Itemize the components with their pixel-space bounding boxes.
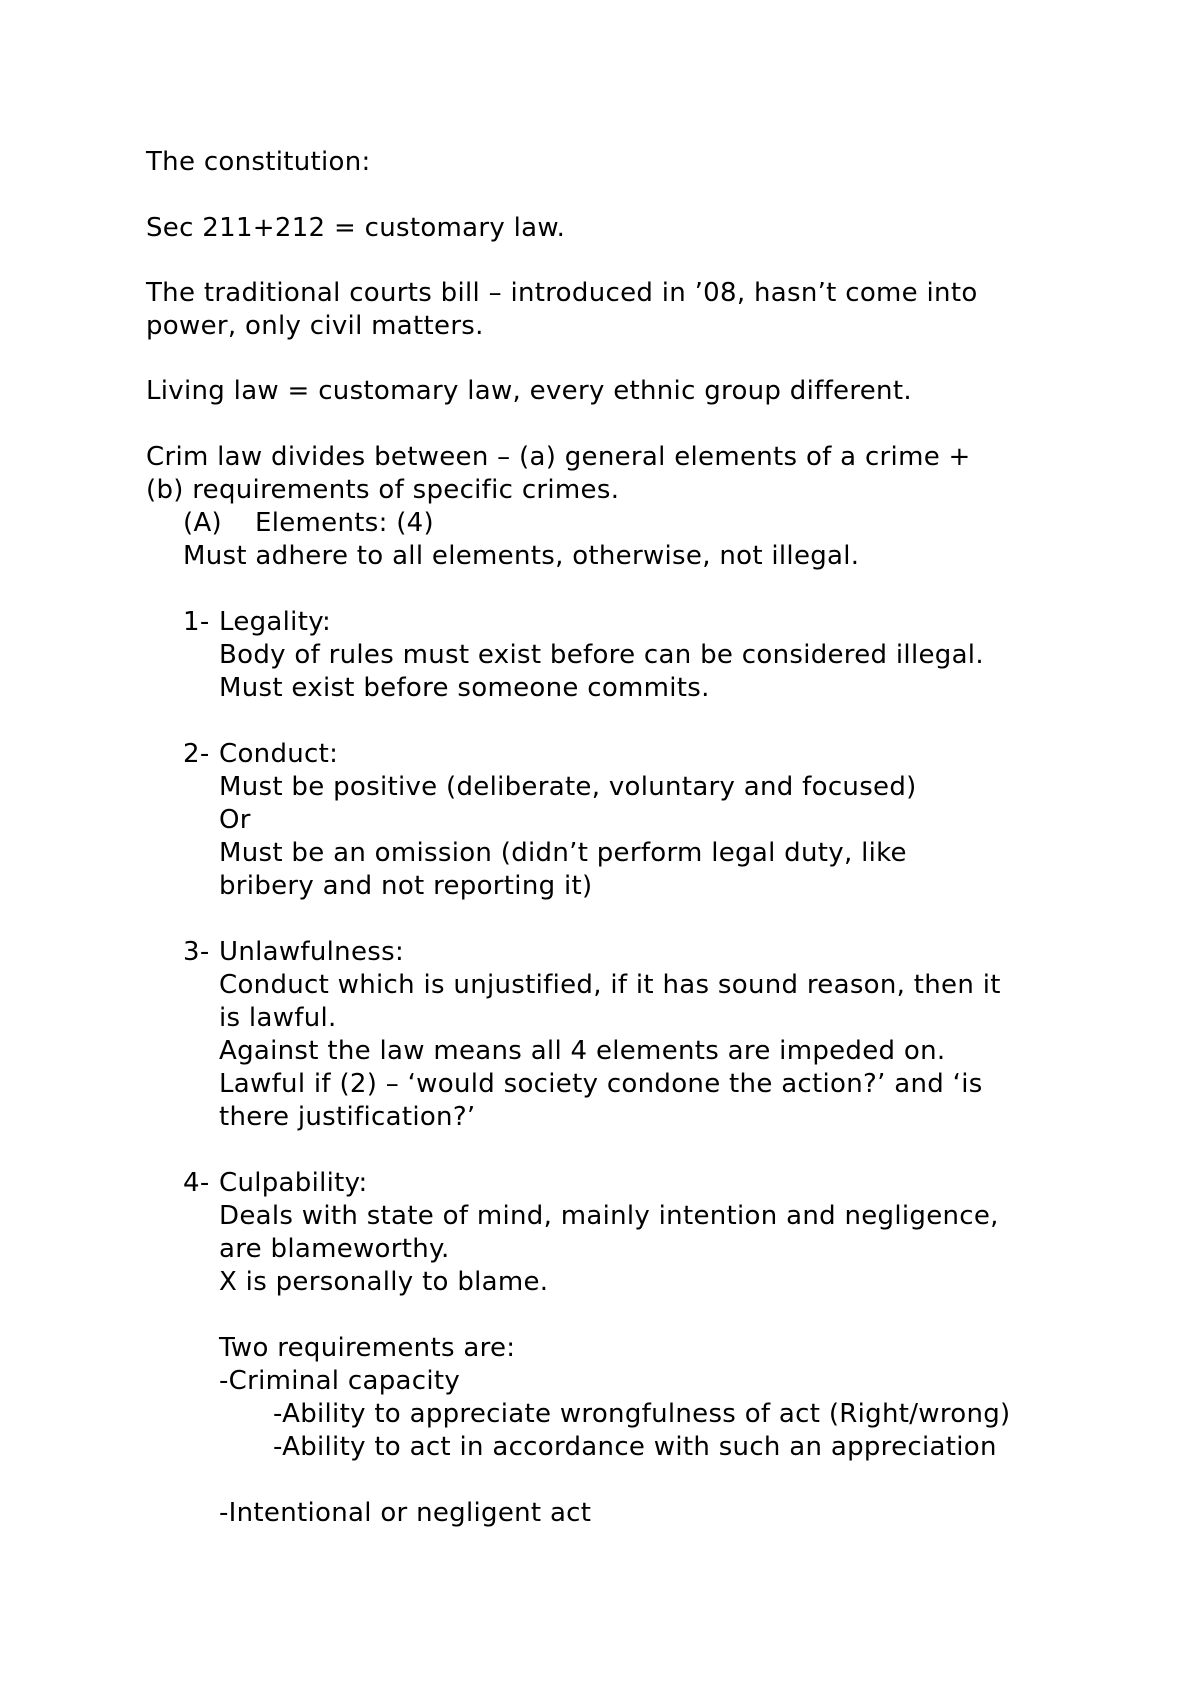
element-number: 2- (183, 739, 210, 769)
element-final-line: -Intentional or negligent act (219, 1498, 592, 1528)
element-line: there justification?’ (219, 1102, 476, 1132)
element-title: Conduct: (219, 739, 339, 769)
element-line: Must exist before someone commits. (219, 673, 710, 703)
element-line: Must be an omission (didn’t perform legal duty, like (219, 838, 907, 868)
crim-line-1: Crim law divides between – (a) general elements of a crime + (146, 442, 971, 472)
element-title: Culpability: (219, 1168, 368, 1198)
element-line: Body of rules must exist before can be considered illegal. (219, 640, 984, 670)
element-line: Or (219, 805, 251, 835)
element-number: 3- (183, 937, 210, 967)
section-a-note: Must adhere to all elements, otherwise, not illegal. (183, 541, 860, 571)
element-line: Two requirements are: (219, 1333, 516, 1363)
section-a-label: (A) (183, 508, 222, 538)
element-sub-line: -Ability to appreciate wrongfulness of act (Right/wrong) (273, 1399, 1011, 1429)
element-line: bribery and not reporting it) (219, 871, 593, 901)
element-line: are blameworthy. (219, 1234, 450, 1264)
element-line: Deals with state of mind, mainly intention and negligence, (219, 1201, 999, 1231)
bill-line-2: power, only civil matters. (146, 311, 484, 341)
element-sub-line: -Ability to act in accordance with such an appreciation (273, 1432, 997, 1462)
element-number: 4- (183, 1168, 210, 1198)
bill-line-1: The traditional courts bill – introduced in ’08, hasn’t come into (146, 278, 978, 308)
element-line: Against the law means all 4 elements are impeded on. (219, 1036, 946, 1066)
element-line: Lawful if (2) – ‘would society condone the action?’ and ‘is (219, 1069, 983, 1099)
element-title: Unlawfulness: (219, 937, 405, 967)
heading: The constitution: (146, 147, 371, 177)
section-a-title: Elements: (4) (255, 508, 434, 538)
element-line: Conduct which is unjustified, if it has sound reason, then it (219, 970, 1001, 1000)
element-title: Legality: (219, 607, 332, 637)
element-number: 1- (183, 607, 210, 637)
element-line: -Criminal capacity (219, 1366, 461, 1396)
element-line: Must be positive (deliberate, voluntary and focused) (219, 772, 917, 802)
element-line: is lawful. (219, 1003, 337, 1033)
sec-line: Sec 211+212 = customary law. (146, 213, 566, 243)
living-law-line: Living law = customary law, every ethnic group different. (146, 376, 912, 406)
element-line: X is personally to blame. (219, 1267, 549, 1297)
crim-line-2: (b) requirements of specific crimes. (146, 475, 620, 505)
